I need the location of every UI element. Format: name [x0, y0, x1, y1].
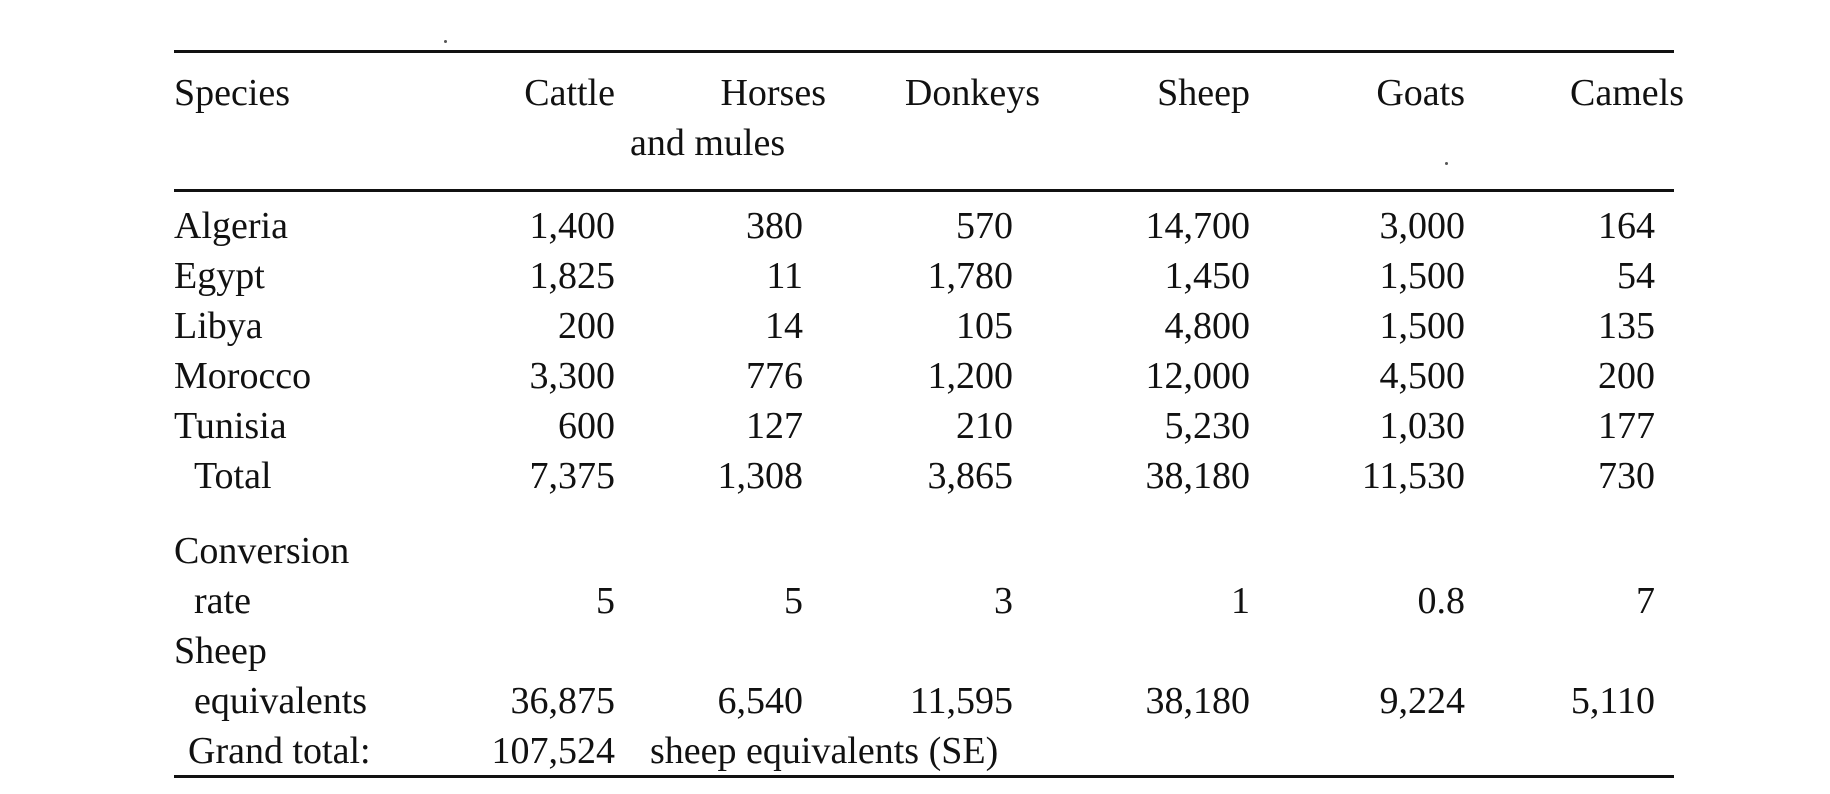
conversion-camels: 7 — [1636, 580, 1655, 622]
header-camels: Camels — [1570, 72, 1684, 114]
table-cell-donkeys: 3,865 — [927, 455, 1013, 497]
sheep-eq-goats: 9,224 — [1379, 680, 1465, 722]
header-goats: Goats — [1376, 72, 1465, 114]
table-cell-sheep: 14,700 — [1145, 205, 1250, 247]
sheep-eq-cattle: 36,875 — [510, 680, 615, 722]
table-cell-sheep: 5,230 — [1164, 405, 1250, 447]
table-cell-horses: 11 — [766, 255, 803, 297]
scan-speck — [1445, 162, 1448, 165]
table-cell-goats: 1,500 — [1379, 305, 1465, 347]
sheep-eq-camels: 5,110 — [1570, 680, 1655, 722]
sheep-eq-horses: 6,540 — [717, 680, 803, 722]
grand-total-value: 107,524 — [491, 730, 615, 772]
table-cell-goats: 1,500 — [1379, 255, 1465, 297]
conversion-goats: 0.8 — [1417, 580, 1465, 622]
table-cell-donkeys: 1,780 — [927, 255, 1013, 297]
header-rule — [174, 189, 1674, 192]
table-cell-donkeys: 105 — [956, 305, 1013, 347]
table-cell-goats: 1,030 — [1379, 405, 1465, 447]
table-cell-horses: 14 — [765, 305, 803, 347]
conversion-sheep: 1 — [1231, 580, 1250, 622]
table-cell-cattle: 600 — [558, 405, 615, 447]
table-cell-sheep: 4,800 — [1164, 305, 1250, 347]
table-cell-cattle: 7,375 — [529, 455, 615, 497]
table-cell-goats: 11,530 — [1361, 455, 1465, 497]
table-cell-cattle: 1,825 — [529, 255, 615, 297]
conversion-donkeys: 3 — [994, 580, 1013, 622]
row-label: Morocco — [174, 355, 312, 397]
table-cell-camels: 730 — [1598, 455, 1655, 497]
header-species: Species — [174, 72, 291, 114]
conversion-cattle: 5 — [596, 580, 615, 622]
sheep-eq-sheep: 38,180 — [1145, 680, 1250, 722]
table-cell-sheep: 38,180 — [1145, 455, 1250, 497]
table-cell-cattle: 200 — [558, 305, 615, 347]
table-cell-horses: 380 — [746, 205, 803, 247]
table-cell-camels: 200 — [1598, 355, 1655, 397]
header-donkeys: Donkeys — [904, 72, 1040, 114]
header-cattle: Cattle — [524, 72, 615, 114]
table-cell-horses: 127 — [746, 405, 803, 447]
grand-total-unit: sheep equivalents (SE) — [650, 730, 999, 772]
table-cell-donkeys: 210 — [956, 405, 1013, 447]
top-rule — [174, 50, 1674, 53]
row-label: Libya — [174, 305, 263, 347]
table-cell-camels: 135 — [1598, 305, 1655, 347]
conversion-label-line1: Conversion — [174, 530, 350, 572]
conversion-horses: 5 — [784, 580, 803, 622]
table-cell-goats: 3,000 — [1379, 205, 1465, 247]
total-row-label: Total — [194, 455, 272, 497]
sheep-eq-donkeys: 11,595 — [909, 680, 1013, 722]
header-horses-line2: and mules — [630, 122, 786, 164]
sheep-eq-label-line1: Sheep — [174, 630, 267, 672]
table-cell-horses: 1,308 — [717, 455, 803, 497]
table-cell-camels: 177 — [1598, 405, 1655, 447]
row-label: Tunisia — [174, 405, 287, 447]
bottom-rule — [174, 775, 1674, 778]
table-cell-cattle: 3,300 — [529, 355, 615, 397]
sheep-eq-label-line2: equivalents — [194, 680, 368, 722]
scan-speck — [444, 40, 447, 43]
table-cell-camels: 164 — [1598, 205, 1655, 247]
table-cell-goats: 4,500 — [1379, 355, 1465, 397]
table-cell-sheep: 1,450 — [1164, 255, 1250, 297]
table-cell-sheep: 12,000 — [1145, 355, 1250, 397]
table-cell-donkeys: 1,200 — [927, 355, 1013, 397]
header-horses-line1: Horses — [720, 72, 826, 114]
table-cell-donkeys: 570 — [956, 205, 1013, 247]
header-sheep: Sheep — [1157, 72, 1250, 114]
grand-total-label: Grand total: — [188, 730, 371, 772]
table-cell-cattle: 1,400 — [529, 205, 615, 247]
row-label: Egypt — [174, 255, 265, 297]
row-label: Algeria — [174, 205, 288, 247]
table-cell-horses: 776 — [746, 355, 803, 397]
table-cell-camels: 54 — [1617, 255, 1655, 297]
conversion-label-line2: rate — [194, 580, 251, 622]
